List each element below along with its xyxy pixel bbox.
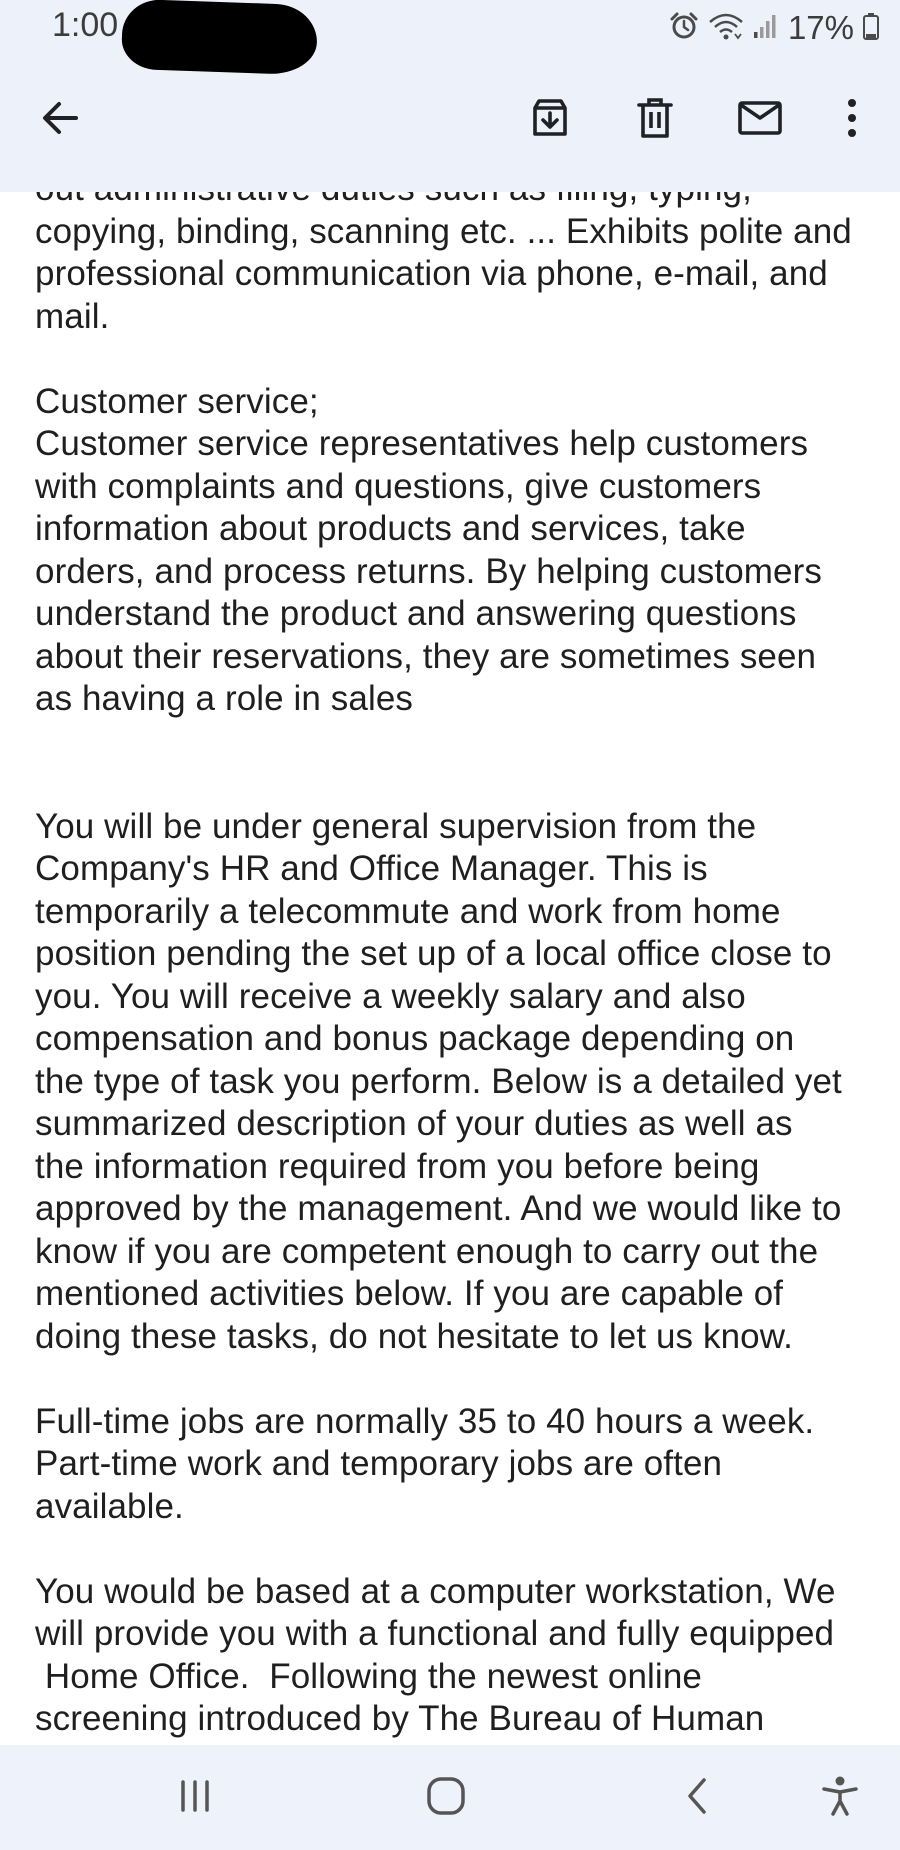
email-toolbar [0, 80, 900, 170]
home-button[interactable] [406, 1763, 486, 1833]
signal-icon [752, 10, 780, 47]
accessibility-icon [818, 1774, 862, 1823]
more-options-icon [842, 96, 862, 145]
email-line: information about products and services, take [35, 509, 746, 548]
accessibility-button[interactable] [800, 1763, 880, 1833]
email-line: will provide you with a functional and fully equipped [35, 1614, 835, 1653]
system-navigation-bar [0, 1745, 900, 1850]
paragraph-spacer [35, 338, 885, 381]
email-line: about their reservations, they are sometimes seen [35, 636, 817, 676]
paragraph-spacer [35, 1528, 885, 1571]
alarm-icon [668, 10, 700, 47]
paragraph-spacer [35, 1358, 885, 1401]
mark-unread-button[interactable] [720, 80, 800, 160]
status-bar [0, 0, 900, 60]
email-line: approved by the management. And we would like to [35, 1189, 842, 1228]
status-time: 1:00 [52, 6, 119, 44]
recent-apps-icon [175, 1776, 215, 1821]
email-line: Customer service; [35, 381, 319, 421]
email-line: temporarily a telecommute and work from home [35, 891, 781, 931]
email-line: screening introduced by The Bureau of Human [35, 1699, 765, 1738]
paragraph-spacer [35, 721, 885, 806]
wifi-icon [708, 10, 744, 47]
back-icon [678, 1776, 718, 1821]
email-line: doing these tasks, do not hesitate to let us know. [35, 1316, 793, 1356]
email-line: you. You will receive a weekly salary and also [35, 976, 746, 1016]
email-line: Part-time work and temporary jobs are often [35, 1444, 723, 1483]
email-line: as having a role in sales [35, 679, 413, 718]
email-line: copying, binding, scanning etc. ... Exhibits polite and [35, 211, 852, 251]
email-body [35, 168, 885, 1741]
email-line: know if you are competent enough to carry out the [35, 1231, 819, 1271]
email-line: professional communication via phone, e-mail, and [35, 254, 828, 293]
delete-button[interactable] [615, 80, 695, 160]
delete-icon [633, 96, 677, 145]
email-line: compensation and bonus package depending on [35, 1019, 795, 1058]
email-line: Company's HR and Office Manager. This is [35, 849, 708, 888]
email-line: the type of task you perform. Below is a detailed yet [35, 1061, 842, 1101]
home-icon [424, 1774, 468, 1823]
archive-icon [528, 96, 572, 145]
system-back-button[interactable] [658, 1763, 738, 1833]
email-line: the information required from you before being [35, 1146, 760, 1186]
back-button[interactable] [20, 80, 100, 160]
email-line: understand the product and answering questions [35, 594, 797, 633]
email-line: You would be based at a computer workstation, We [35, 1571, 836, 1611]
email-line: summarized description of your duties as well as [35, 1104, 793, 1143]
email-line: Full-time jobs are normally 35 to 40 hours a week. [35, 1401, 815, 1441]
back-arrow-icon [39, 97, 81, 144]
email-line: orders, and process returns. By helping customers [35, 551, 822, 591]
more-options-button[interactable] [812, 80, 892, 160]
email-line: You will be under general supervision from the [35, 806, 757, 846]
email-line: available. [35, 1486, 184, 1526]
email-line: Customer service representatives help customers [35, 424, 809, 463]
battery-icon [862, 10, 880, 47]
redaction-mark [121, 0, 318, 75]
mark-unread-icon [736, 96, 784, 145]
email-line: mentioned activities below. If you are capable of [35, 1274, 784, 1313]
top-app-bar [0, 0, 900, 192]
archive-button[interactable] [510, 80, 590, 160]
status-icons [668, 8, 880, 48]
battery-percent: 17% [787, 9, 854, 46]
email-line: mail. [35, 296, 110, 336]
recent-apps-button[interactable] [155, 1763, 235, 1833]
email-line: position pending the set up of a local office close to [35, 934, 832, 973]
email-line: with complaints and questions, give customers [35, 466, 762, 506]
email-line: Home Office. Following the newest online [35, 1656, 702, 1696]
